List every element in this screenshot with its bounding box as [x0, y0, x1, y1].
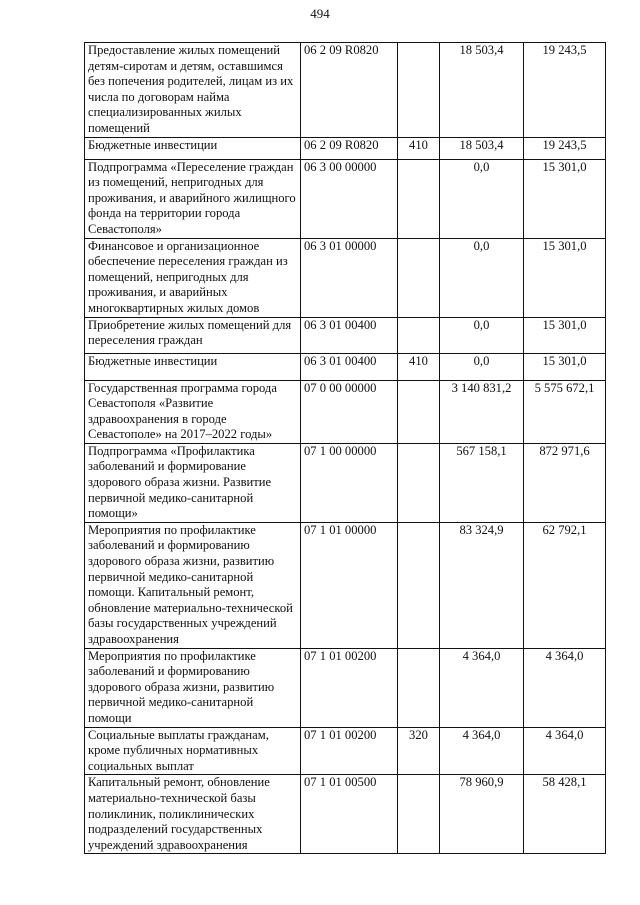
row-vr — [398, 238, 440, 317]
row-name: Мероприятия по профилактике заболеваний и формированию здорового образа жизни, развитию первичной медико-санитарной помощи — [85, 648, 301, 727]
row-vr — [398, 522, 440, 648]
row-name: Бюджетные инвестиции — [85, 137, 301, 159]
row-value-1: 18 503,4 — [440, 43, 524, 138]
row-vr — [398, 648, 440, 727]
table-row — [85, 727, 606, 775]
table-row — [85, 353, 606, 380]
row-csr: 07 1 01 00200 — [301, 648, 398, 727]
row-value-2: 15 301,0 — [524, 353, 606, 380]
row-csr: 06 3 00 00000 — [301, 159, 398, 238]
row-value-2: 4 364,0 — [524, 727, 606, 775]
row-vr — [398, 380, 440, 443]
table-row — [85, 159, 606, 238]
table-row — [85, 648, 606, 727]
row-value-2: 5 575 672,1 — [524, 380, 606, 443]
row-value-1: 18 503,4 — [440, 137, 524, 159]
row-vr — [398, 43, 440, 138]
row-vr: 320 — [398, 727, 440, 775]
row-value-1: 83 324,9 — [440, 522, 524, 648]
row-value-1: 0,0 — [440, 159, 524, 238]
row-value-1: 0,0 — [440, 317, 524, 353]
table-row — [85, 317, 606, 353]
row-vr — [398, 317, 440, 353]
row-value-1: 3 140 831,2 — [440, 380, 524, 443]
row-name: Мероприятия по профилактике заболеваний и формированию здорового образа жизни, развитию первичной медико-санитарной помощи. Капитальный ремонт, обновление материально-технической базы государственных учреждений здравоохранения — [85, 522, 301, 648]
table-row — [85, 43, 606, 138]
row-value-1: 4 364,0 — [440, 727, 524, 775]
table-row — [85, 522, 606, 648]
row-csr: 06 3 01 00000 — [301, 238, 398, 317]
row-value-2: 58 428,1 — [524, 775, 606, 854]
row-name: Подпрограмма «Профилактика заболеваний и формирование здорового образа жизни. Развитие первичной медико-санитарной помощи» — [85, 443, 301, 522]
row-value-1: 567 158,1 — [440, 443, 524, 522]
row-value-2: 15 301,0 — [524, 238, 606, 317]
table-row — [85, 380, 606, 443]
table-row — [85, 238, 606, 317]
row-value-2: 19 243,5 — [524, 43, 606, 138]
row-vr — [398, 443, 440, 522]
row-name: Социальные выплаты гражданам, кроме публичных нормативных социальных выплат — [85, 727, 301, 775]
row-value-2: 62 792,1 — [524, 522, 606, 648]
page-number: 494 — [310, 6, 330, 21]
row-csr: 06 3 01 00400 — [301, 317, 398, 353]
row-vr — [398, 159, 440, 238]
row-csr: 06 3 01 00400 — [301, 353, 398, 380]
row-csr: 06 2 09 R0820 — [301, 137, 398, 159]
row-value-2: 4 364,0 — [524, 648, 606, 727]
row-name: Бюджетные инвестиции — [85, 353, 301, 380]
row-name: Финансовое и организационное обеспечение переселения граждан из помещений, непригодных для проживания, и аварийных многоквартирных жилых домов — [85, 238, 301, 317]
row-value-1: 0,0 — [440, 238, 524, 317]
row-name: Предоставление жилых помещений детям-сиротам и детям, оставшимся без попечения родителей, лицам из их числа по договорам найма специализированных жилых помещений — [85, 43, 301, 138]
row-csr: 07 1 01 00000 — [301, 522, 398, 648]
row-value-2: 15 301,0 — [524, 159, 606, 238]
row-vr: 410 — [398, 137, 440, 159]
row-value-2: 19 243,5 — [524, 137, 606, 159]
row-value-1: 4 364,0 — [440, 648, 524, 727]
row-csr: 06 2 09 R0820 — [301, 43, 398, 138]
row-value-1: 0,0 — [440, 353, 524, 380]
row-value-1: 78 960,9 — [440, 775, 524, 854]
row-vr: 410 — [398, 353, 440, 380]
row-name: Приобретение жилых помещений для переселения граждан — [85, 317, 301, 353]
row-name: Подпрограмма «Переселение граждан из помещений, непригодных для проживания, и аварийного жилищного фонда на территории города Севастополя» — [85, 159, 301, 238]
row-csr: 07 1 00 00000 — [301, 443, 398, 522]
row-csr: 07 0 00 00000 — [301, 380, 398, 443]
row-vr — [398, 775, 440, 854]
row-value-2: 15 301,0 — [524, 317, 606, 353]
row-name: Капитальный ремонт, обновление материально-технической базы поликлиник, поликлинических подразделений государственных учреждений здравоохранения — [85, 775, 301, 854]
table-row — [85, 775, 606, 854]
row-name: Государственная программа города Севастополя «Развитие здравоохранения в городе Севастополе» на 2017–2022 годы» — [85, 380, 301, 443]
row-value-2: 872 971,6 — [524, 443, 606, 522]
table-row — [85, 137, 606, 159]
row-csr: 07 1 01 00200 — [301, 727, 398, 775]
row-csr: 07 1 01 00500 — [301, 775, 398, 854]
budget-table — [84, 42, 606, 854]
table-row — [85, 443, 606, 522]
